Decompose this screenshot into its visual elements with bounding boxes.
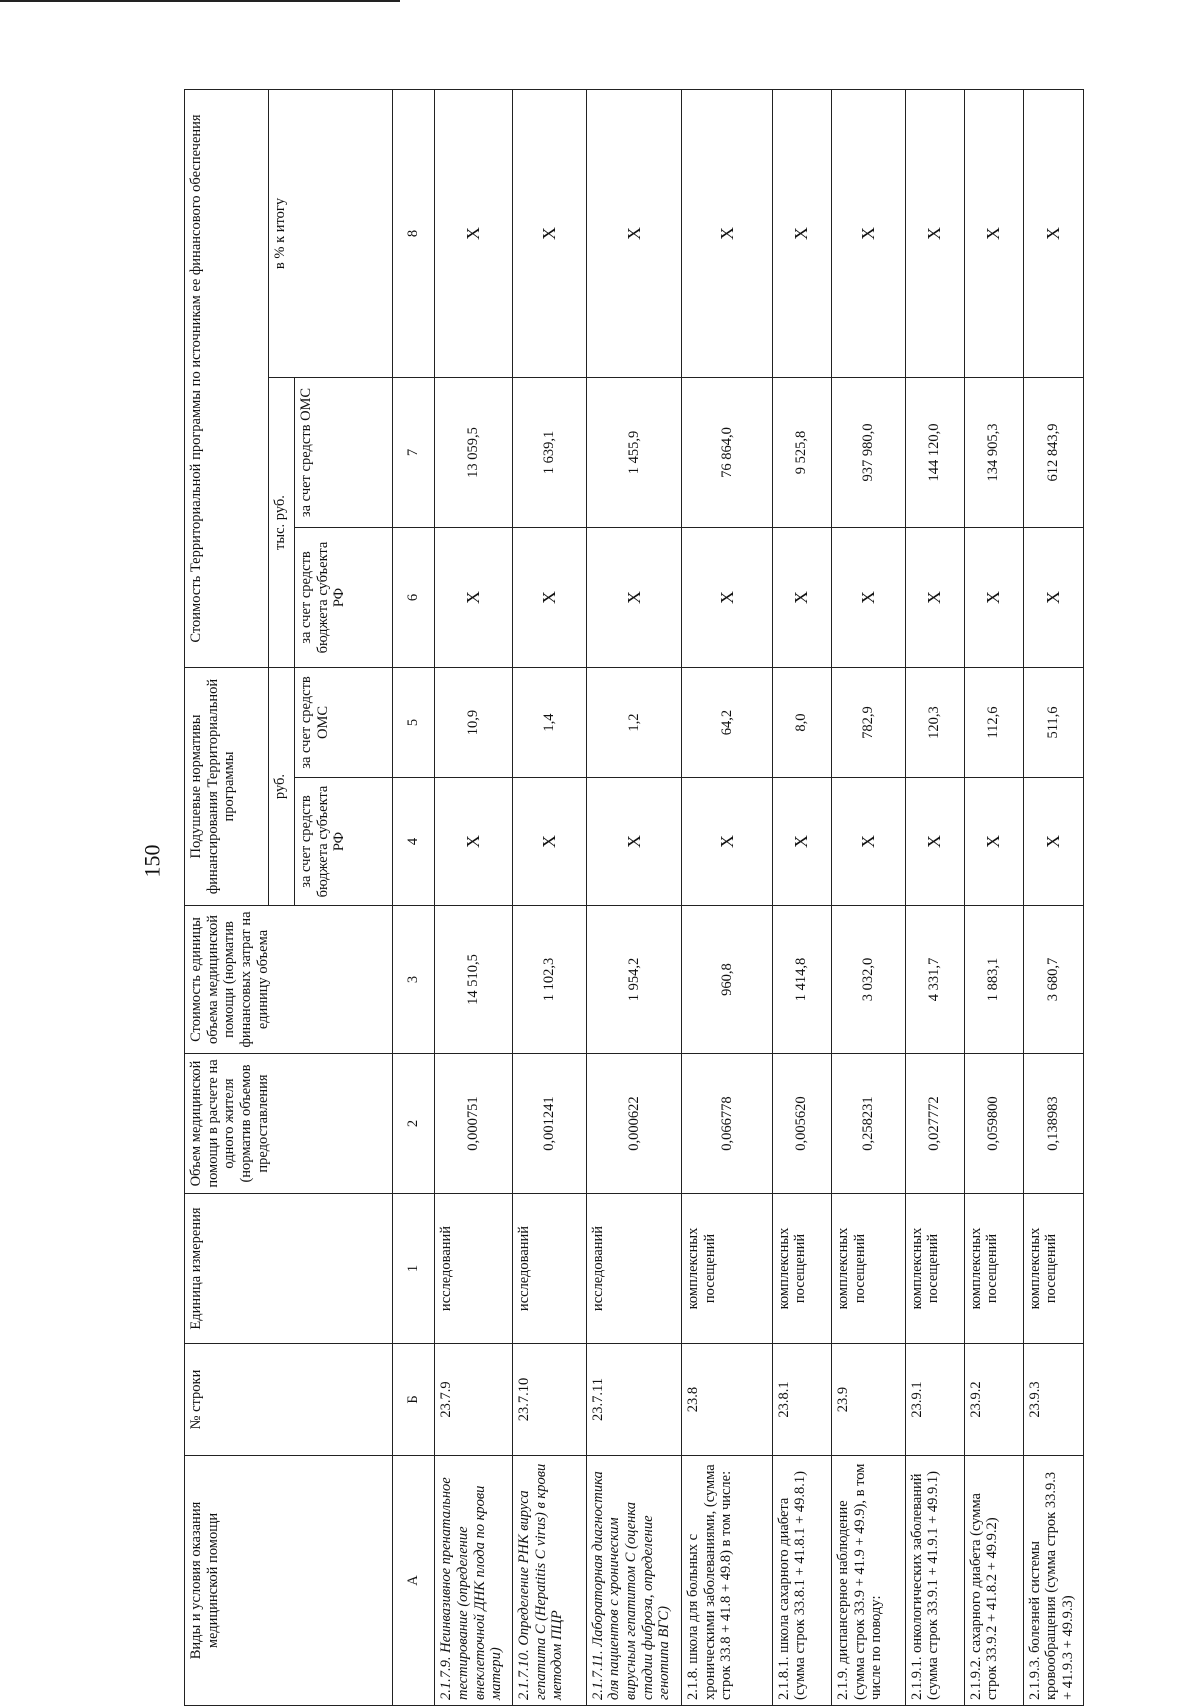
row-volume: 0,000751 [435,1054,513,1194]
row-line-number: 23.8.1 [772,1344,831,1456]
row-unit: комплексных посещений [682,1194,773,1344]
row-unit-cost: 4 331,7 [905,906,964,1054]
numbering-row [393,90,435,1706]
row-per-capita-oms: 10,9 [435,668,513,778]
row-line-number: 23.8 [682,1344,773,1456]
header-per-capita-unit: руб. [269,668,295,906]
header-col-a: Виды и условия оказания медицинской помощи [185,1456,393,1706]
row-line-number: 23.7.10 [512,1344,586,1456]
table-row [905,90,964,1706]
table-row [964,90,1023,1706]
row-total-oms: 1 639,1 [512,378,586,528]
header-col-b: № строки [185,1344,393,1456]
num-7: 7 [393,378,435,528]
row-percent: Х [435,90,513,378]
row-volume: 0,027772 [905,1054,964,1194]
row-percent: Х [905,90,964,378]
scan-edge-line [0,0,400,2]
row-name: 2.1.9.3. болезней системы кровообращения (сумма строк 33.9.3 + 41.9.3 + 49.9.3) [1023,1456,1083,1706]
row-per-capita-budget: Х [831,778,905,906]
row-total-budget: Х [512,528,586,668]
header-cost-unit: тыс. руб. [269,378,295,668]
num-a: А [393,1456,435,1706]
row-percent: Х [772,90,831,378]
row-line-number: 23.9.2 [964,1344,1023,1456]
num-1: 1 [393,1194,435,1344]
num-4: 4 [393,778,435,906]
row-line-number: 23.7.9 [435,1344,513,1456]
row-volume: 0,059800 [964,1054,1023,1194]
row-percent: Х [512,90,586,378]
row-volume: 0,005620 [772,1054,831,1194]
table-row [682,90,773,1706]
row-percent: Х [682,90,773,378]
row-unit: исследований [586,1194,681,1344]
table-row [1023,90,1083,1706]
row-total-budget: Х [586,528,681,668]
header-cost-group: Стоимость Территориальной программы по источникам ее финансового обеспечения [185,90,269,668]
header-col-8: в % к итогу [269,90,393,378]
row-per-capita-budget: Х [772,778,831,906]
row-unit-cost: 1 102,3 [512,906,586,1054]
row-total-budget: Х [682,528,773,668]
page-number: 150 [139,844,165,878]
row-name: 2.1.9.1. онкологических заболеваний (сумма строк 33.9.1 + 41.9.1 + 49.9.1) [905,1456,964,1706]
table-row [586,90,681,1706]
row-line-number: 23.9.1 [905,1344,964,1456]
row-unit: комплексных посещений [831,1194,905,1344]
row-volume: 0,258231 [831,1054,905,1194]
table-row [831,90,905,1706]
row-volume: 0,138983 [1023,1054,1083,1194]
header-col-4: за счет средств бюджета субъекта РФ [295,778,393,906]
row-volume: 0,001241 [512,1054,586,1194]
num-8: 8 [393,90,435,378]
row-line-number: 23.9.3 [1023,1344,1083,1456]
row-total-budget: Х [435,528,513,668]
row-per-capita-budget: Х [964,778,1023,906]
num-5: 5 [393,668,435,778]
row-name: 2.1.7.10. Определение РНК вируса гепатита С (Hepatitis C virus) в крови методом ПЦР [512,1456,586,1706]
num-3: 3 [393,906,435,1054]
row-unit-cost: 1 883,1 [964,906,1023,1054]
row-per-capita-oms: 64,2 [682,668,773,778]
row-name: 2.1.7.9. Неинвазивное пренатальное тестирование (определение внеклеточной ДНК плода по крови матери) [435,1456,513,1706]
row-total-oms: 612 843,9 [1023,378,1083,528]
row-per-capita-oms: 112,6 [964,668,1023,778]
row-name: 2.1.7.11. Лабораторная диагностика для пациентов с хроническим вирусным гепатитом С (оценка стадии фиброза, определение генотипа ВГС) [586,1456,681,1706]
row-per-capita-oms: 1,2 [586,668,681,778]
row-percent: Х [831,90,905,378]
table-row [772,90,831,1706]
row-per-capita-oms: 120,3 [905,668,964,778]
header-col-2: Объем медицинской помощи в расчете на одного жителя (норматив объемов предоставления [185,1054,393,1194]
row-unit: комплексных посещений [964,1194,1023,1344]
row-unit-cost: 3 680,7 [1023,906,1083,1054]
row-unit-cost: 1 414,8 [772,906,831,1054]
row-per-capita-oms: 511,6 [1023,668,1083,778]
row-unit: комплексных посещений [905,1194,964,1344]
row-percent: Х [1023,90,1083,378]
row-per-capita-budget: Х [435,778,513,906]
num-6: 6 [393,528,435,668]
row-total-budget: Х [905,528,964,668]
table-body [435,90,1084,1706]
row-unit: комплексных посещений [772,1194,831,1344]
header-col-6: за счет средств бюджета субъекта РФ [295,528,393,668]
header-col-1: Единица измерения [185,1194,393,1344]
row-total-oms: 9 525,8 [772,378,831,528]
row-unit: исследований [435,1194,513,1344]
header-col-7: за счет средств ОМС [295,378,393,528]
table-rotator [184,90,1084,1706]
row-per-capita-oms: 782,9 [831,668,905,778]
row-percent: Х [586,90,681,378]
header-col-5: за счет средств ОМС [295,668,393,778]
row-per-capita-budget: Х [586,778,681,906]
table-row [435,90,513,1706]
row-unit-cost: 14 510,5 [435,906,513,1054]
header-per-capita-group: Подушевые нормативы финансирования Территориальной программы [185,668,269,906]
row-total-oms: 937 980,0 [831,378,905,528]
row-total-budget: Х [964,528,1023,668]
row-total-oms: 134 905,3 [964,378,1023,528]
row-per-capita-oms: 1,4 [512,668,586,778]
row-per-capita-budget: Х [682,778,773,906]
row-total-oms: 144 120,0 [905,378,964,528]
row-name: 2.1.8. школа для больных с хроническими заболеваниями, (сумма строк 33.8 + 41.8 + 49.8) в том числе: [682,1456,773,1706]
row-volume: 0,066778 [682,1054,773,1194]
row-unit: исследований [512,1194,586,1344]
row-unit-cost: 1 954,2 [586,906,681,1054]
row-unit: комплексных посещений [1023,1194,1083,1344]
row-total-oms: 13 059,5 [435,378,513,528]
rotated-table-area [184,90,1200,1700]
row-name: 2.1.9. диспансерное наблюдение (сумма строк 33.9 + 41.9 + 49.9), в том числе по поводу: [831,1456,905,1706]
row-name: 2.1.8.1. школа сахарного диабета (сумма строк 33.8.1 + 41.8.1 + 49.8.1) [772,1456,831,1706]
row-per-capita-budget: Х [905,778,964,906]
row-per-capita-oms: 8,0 [772,668,831,778]
financing-table [184,89,1084,1706]
row-name: 2.1.9.2. сахарного диабета (сумма строк 33.9.2 + 41.8.2 + 49.9.2) [964,1456,1023,1706]
table-row [512,90,586,1706]
row-per-capita-budget: Х [1023,778,1083,906]
row-line-number: 23.7.11 [586,1344,681,1456]
row-percent: Х [964,90,1023,378]
row-total-budget: Х [1023,528,1083,668]
row-unit-cost: 960,8 [682,906,773,1054]
row-per-capita-budget: Х [512,778,586,906]
row-volume: 0,000622 [586,1054,681,1194]
row-total-oms: 76 864,0 [682,378,773,528]
row-unit-cost: 3 032,0 [831,906,905,1054]
header-col-3: Стоимость единицы объема медицинской помощи (норматив финансовых затрат на единицу объема [185,906,393,1054]
num-b: Б [393,1344,435,1456]
num-2: 2 [393,1054,435,1194]
row-line-number: 23.9 [831,1344,905,1456]
row-total-budget: Х [831,528,905,668]
row-total-oms: 1 455,9 [586,378,681,528]
row-total-budget: Х [772,528,831,668]
